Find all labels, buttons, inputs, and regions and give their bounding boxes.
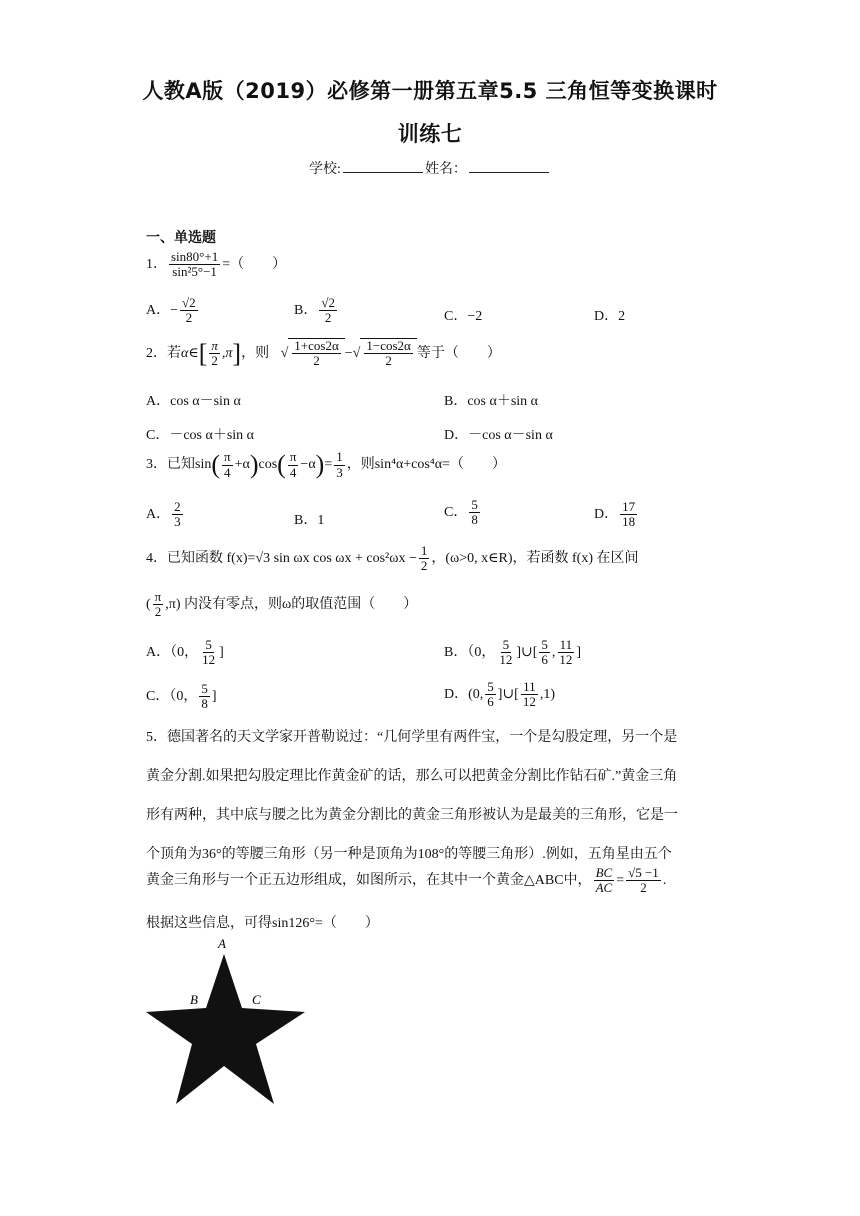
q3-a-num: 2 — [174, 499, 181, 514]
q3-frac2 — [288, 450, 299, 480]
q2-r2-den: 2 — [385, 353, 392, 369]
q4-b-frac1 — [497, 638, 514, 668]
q4-pi-frac — [153, 590, 164, 620]
q3-c-label: C． — [444, 505, 468, 521]
q4-pi-num: π — [154, 589, 162, 604]
q2-option-d[interactable]: D．－cos α－sin α — [444, 428, 553, 443]
q4-b-n2: 5 — [541, 637, 548, 652]
q4-d-frac1 — [485, 680, 496, 710]
q4-d-d1: 6 — [487, 694, 494, 710]
q1-a-label: A． — [146, 303, 171, 319]
q5-golden — [626, 866, 661, 896]
q3-c-num: 5 — [471, 497, 478, 512]
q1-b-den: 2 — [324, 310, 332, 326]
name-blank[interactable] — [469, 160, 549, 173]
q5-eq: = — [616, 873, 625, 889]
label-b: B — [190, 992, 198, 1007]
q4-b-d2: 6 — [541, 652, 548, 668]
q4-d-n2: 11 — [523, 679, 536, 694]
q1-denominator: sin²5°−1 — [172, 264, 217, 280]
q3-rhs-den: 3 — [336, 464, 343, 480]
q1-b-frac — [319, 296, 337, 326]
question-2 — [146, 338, 501, 369]
q3-frac1-den: 4 — [224, 464, 231, 480]
q3-d-frac — [620, 500, 637, 530]
q4-line2-text: ,π) 内没有零点，则ω的取值范围（ ） — [165, 597, 418, 613]
q3-option-b[interactable]: B．1 — [294, 513, 325, 528]
q4-pi-den: 2 — [154, 604, 162, 620]
q5-line2: 黄金分割.如果把勾股定理比作黄金矿的话，那么可以把黄金分割比作钻石矿.”黄金三角 — [146, 769, 678, 784]
q2-root1: √ $\frac{1+\cos 2\alpha}{2}$ — [281, 346, 345, 361]
q4-b-d3: 12 — [559, 652, 573, 668]
q2-option-c[interactable]: C．－cos α＋sin α — [146, 428, 255, 443]
q2-then: ，则 — [241, 346, 270, 362]
q3-frac1-tail: +α — [234, 457, 250, 473]
q4-c-den: 8 — [201, 696, 208, 712]
q3-paren2-open: ( — [277, 450, 286, 479]
name-label: 姓名： — [424, 162, 467, 177]
q1-tail: =（ ） — [222, 257, 287, 273]
q3-cos: cos — [258, 457, 278, 473]
q4-option-a[interactable] — [146, 638, 224, 668]
q5-line5 — [146, 866, 666, 896]
q4-a-den: 12 — [202, 652, 216, 668]
q2-option-a[interactable]: A．cos α－sin α — [146, 394, 241, 409]
q3-option-a[interactable] — [146, 500, 185, 530]
q1-number: 1． — [146, 257, 167, 273]
q4-formula: 4．已知函数 f(x)=√3 sin ωx cos ωx + cos²ωx − — [146, 551, 417, 567]
q1-a-sign: − — [170, 303, 179, 319]
q3-prefix: 3．已知sin — [146, 457, 212, 473]
q3-a-den: 3 — [174, 514, 181, 530]
question-3 — [146, 450, 506, 480]
q4-d-frac2 — [521, 680, 538, 710]
q4-b-d1: 12 — [499, 652, 513, 668]
q4-c-label: C．（0， — [146, 689, 198, 705]
pentagram-figure — [140, 936, 320, 1112]
q3-d-label: D． — [594, 507, 619, 523]
q4-d-d2: 12 — [522, 694, 536, 710]
q4-b-frac3 — [557, 638, 574, 668]
q1-option-d[interactable]: D．2 — [594, 309, 626, 324]
q4-d-mid: ]∪[ — [497, 687, 519, 703]
q2-cond: α∈ — [181, 346, 199, 362]
q3-a-frac — [172, 500, 183, 530]
q1-a-frac — [180, 296, 198, 326]
q5-line5-text: 黄金三角形与一个正五边形组成，如图所示，在其中一个黄金△ABC中， — [146, 873, 592, 889]
school-blank[interactable] — [343, 160, 423, 173]
q2-int-tail: ,π — [221, 346, 233, 362]
q4-option-c[interactable] — [146, 682, 217, 712]
q3-c-den: 8 — [471, 512, 478, 528]
q2-int-den: 2 — [211, 353, 218, 369]
q3-d-den: 18 — [622, 514, 636, 530]
q4-half-den: 2 — [420, 558, 428, 574]
label-c: C — [252, 992, 261, 1007]
q2-option-b[interactable]: B．cos α＋sin α — [444, 394, 539, 409]
document-title-line2: 训练七 — [397, 122, 463, 146]
q3-paren2-close: ) — [315, 450, 325, 479]
q3-frac2-num: π — [289, 449, 297, 465]
q4-a-num: 5 — [205, 637, 212, 652]
question-4-line1 — [146, 544, 639, 574]
q2-int-num: π — [211, 338, 218, 353]
q4-a-label: A．（0， — [146, 645, 199, 661]
q1-b-num: √2 — [321, 295, 335, 310]
q1-option-a[interactable] — [146, 296, 200, 326]
q1-a-den: 2 — [185, 310, 193, 326]
q2-int-frac — [209, 339, 220, 369]
q3-paren1-close: ) — [249, 450, 259, 479]
q2-prefix: 2．若 — [146, 346, 181, 362]
q1-option-b[interactable] — [294, 296, 339, 326]
q3-frac2-tail: −α — [300, 457, 316, 473]
label-a: A — [218, 936, 226, 951]
school-label: 学校: — [309, 162, 341, 177]
q3-frac2-den: 4 — [289, 464, 297, 480]
q4-cond: ，(ω>0, x∈R)，若函数 f(x) 在区间 — [431, 551, 639, 567]
q2-r2-num: 1−cos2α — [366, 338, 411, 353]
section-heading: 一、单选题 — [146, 230, 216, 246]
q4-c-num: 5 — [201, 681, 208, 696]
q5-line1: 5．德国著名的天文学家开普勒说过：“几何学里有两件宝，一个是勾股定理，另一个是 — [146, 730, 678, 745]
document-title-line1: 人教A版（2019）必修第一册第五章5.5 三角恒等变换课时 — [142, 79, 718, 103]
q2-tail: 等于（ ） — [416, 346, 501, 362]
q3-option-c[interactable] — [444, 498, 482, 528]
q5-ratio-num: BC — [595, 865, 613, 880]
q4-half-num: 1 — [420, 543, 428, 558]
q1-fraction — [169, 250, 220, 280]
q4-a-frac — [200, 638, 217, 668]
q2-r1-num: 1+cos2α — [294, 338, 339, 353]
q4-b-label: B．（0， — [444, 645, 496, 661]
q3-eq: = — [324, 457, 333, 473]
q4-option-b[interactable] — [444, 638, 581, 668]
q1-b-label: B． — [294, 303, 318, 319]
q2-root2: √ $\frac{1-\cos 2\alpha}{2}$ — [353, 346, 417, 361]
q4-d-tail: ,1) — [539, 687, 556, 703]
q3-rhs-num: 1 — [336, 449, 343, 465]
q5-golden-den: 2 — [640, 880, 647, 896]
q5-line3: 形有两种，其中底与腰之比为黄金分割比的黄金三角形被认为是最美的三角形，它是一 — [146, 808, 678, 823]
q2-bracket-close: ] — [232, 338, 242, 368]
q2-minus: − — [344, 346, 353, 362]
q3-rhs — [334, 450, 345, 480]
q4-b-tail: ] — [576, 645, 582, 661]
q3-a-label: A． — [146, 507, 171, 523]
q2-bracket-open: [ — [198, 338, 208, 368]
q5-golden-num: √5 −1 — [628, 865, 659, 880]
q2-r1-den: 2 — [313, 353, 320, 369]
q4-option-d[interactable] — [444, 680, 555, 710]
q5-ratio — [594, 866, 615, 896]
question-1 — [146, 250, 286, 280]
q4-half — [419, 544, 430, 574]
q5-line4: 个顶角为36°的等腰三角形（另一种是顶角为108°的等腰三角形）.例如，五角星由五个 — [146, 847, 672, 862]
q4-b-n3: 11 — [559, 637, 573, 652]
q3-c-frac — [469, 498, 480, 528]
q1-a-num: √2 — [182, 295, 196, 310]
q3-frac1 — [222, 450, 233, 480]
question-4-line2 — [146, 590, 417, 620]
q4-d-label: D．(0, — [444, 687, 484, 703]
q3-paren1-open: ( — [211, 450, 221, 479]
q4-c-tail: ] — [211, 689, 217, 705]
q4-b-frac2 — [539, 638, 550, 668]
q5-period: . — [662, 873, 667, 889]
q4-b-n1: 5 — [502, 637, 510, 652]
school-name-line — [0, 158, 860, 178]
q4-b-sep: , — [551, 645, 556, 661]
q4-c-frac — [199, 682, 210, 712]
q5-line6: 根据这些信息，可得sin126°=（ ） — [146, 916, 379, 931]
q1-option-c[interactable]: C．−2 — [444, 309, 483, 324]
q5-ratio-den: AC — [595, 880, 613, 896]
pentagram-star — [146, 954, 305, 1104]
q4-b-mid: ]∪[ — [516, 645, 538, 661]
q4-a-tail: ] — [219, 645, 224, 661]
q4-d-n1: 5 — [487, 679, 494, 694]
q1-numerator: sin80°+1 — [171, 249, 219, 264]
q3-frac1-num: π — [224, 449, 231, 465]
q3-d-num: 17 — [622, 499, 636, 514]
q3-option-d[interactable] — [594, 500, 639, 530]
q4-paren: ( — [146, 597, 151, 613]
q3-then: ，则sin⁴α+cos⁴α=（ ） — [346, 457, 506, 473]
